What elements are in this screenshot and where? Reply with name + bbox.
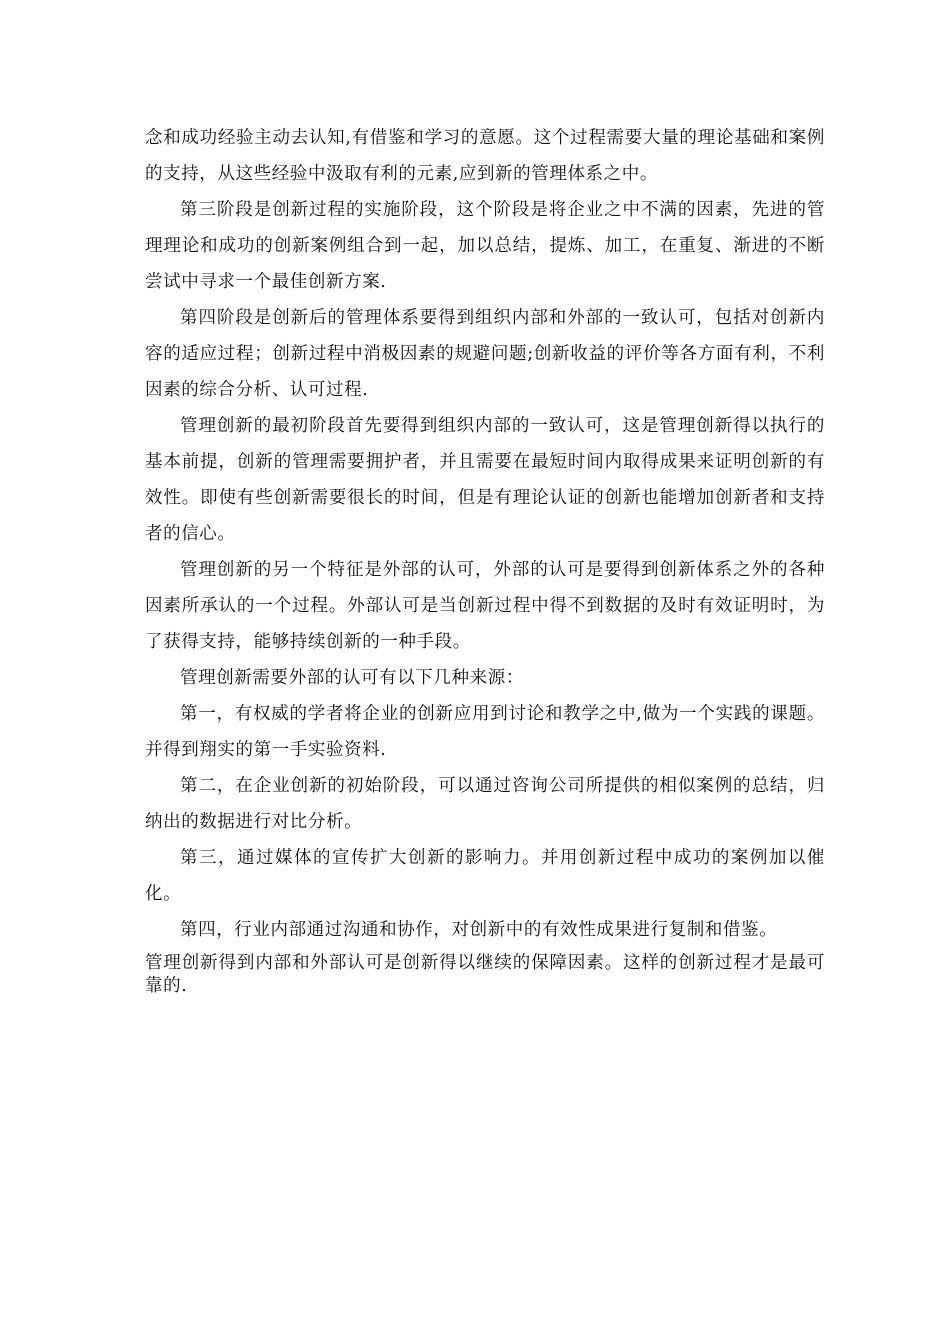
paragraph-internal-approval: 管理创新的最初阶段首先要得到组织内部的一致认可，这是管理创新得以执行的基本前提，创新的管理需要拥护者，并且需要在最短时间内取得成果来证明创新的有效性。即使有些创新需要很长的时间，但是有理论认证的创新也能增加创新者和支持者的信心。 <box>145 416 825 544</box>
paragraph-source-three: 第三，通过媒体的宣传扩大创新的影响力。并用创新过程中成功的案例加以催化。 <box>145 848 825 904</box>
paragraph-sources-intro: 管理创新需要外部的认可有以下几种来源： <box>180 668 524 688</box>
paragraph-external-approval: 管理创新的另一个特征是外部的认可，外部的认可是要得到创新体系之外的各种因素所承认的一个过程。外部认可是当创新过程中得不到数据的及时有效证明时，为了获得支持，能够持续创新的一种手段。 <box>145 560 825 652</box>
paragraph-conclusion: 管理创新得到内部和外部认可是创新得以继续的保障因素。这样的创新过程才是最可靠的. <box>145 953 825 996</box>
paragraph-stage-four: 第四阶段是创新后的管理体系要得到组织内部和外部的一致认可，包括对创新内容的适应过程；创新过程中消极因素的规避问题;创新收益的评价等各方面有利，不利因素的综合分析、认可过程. <box>145 308 825 400</box>
paragraph-source-one: 第一，有权威的学者将企业的创新应用到讨论和教学之中,做为一个实践的课题。并得到翔实的第一手实验资料. <box>145 704 825 760</box>
paragraph-source-two: 第二，在企业创新的初始阶段，可以通过咨询公司所提供的相似案例的总结，归纳出的数据进行对比分析。 <box>145 776 825 832</box>
document-body <box>145 120 825 998</box>
paragraph-stage-three: 第三阶段是创新过程的实施阶段，这个阶段是将企业之中不满的因素，先进的管理理论和成功的创新案例组合到一起，加以总结，提炼、加工，在重复、渐进的不断尝试中寻求一个最佳创新方案. <box>145 200 825 292</box>
paragraph-source-four: 第四，行业内部通过沟通和协作，对创新中的有效性成果进行复制和借鉴。 <box>180 920 778 940</box>
paragraph-continuation: 念和成功经验主动去认知,有借鉴和学习的意愿。这个过程需要大量的理论基础和案例的支持，从这些经验中汲取有利的元素,应到新的管理体系之中。 <box>145 128 825 184</box>
